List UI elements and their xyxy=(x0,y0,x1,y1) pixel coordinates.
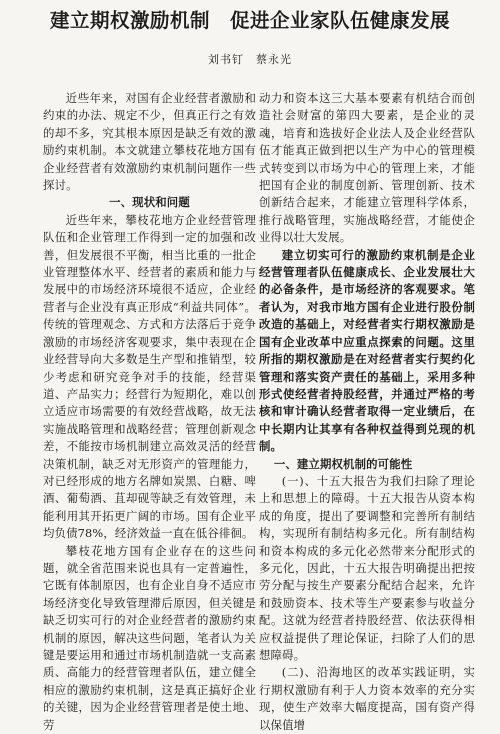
paragraph: 建立切实可行的激励约束机制是企业经营管理者队伍健康成长、企业发展壮大的必备条件，是市场经济的客观要求。笔者认为，对我市地方国有企业进行股份制改造的基础上，对经营者实行期权激励是国有企业改革中应重点探索的问题。这里所指的期权激励是在对经营者实行契约化管理和落实资产责任的基础上，采用多种形式使经营者持股经营，并通过严格的考核和审计确认经营者取得一定业绩后，在中长期内让其享有各种权益得到兑现的机制。 xyxy=(259,247,475,454)
paragraph-continued: 动力和资本这三大基本要素有机结合而创造社会财富的第四大要素，是企业的灵魂，培育和选拔好企业法人及企业经营队伍才能真正做到把以生产为中心的管理模式转变到以市场为中心的管理上来，才能把国有企业的制度创新、管理创新、技术创新结合起来，才能建立管理科学体系，推行战略管理，实施战略经营，才能使企业得以壮大发展。 xyxy=(259,91,475,245)
article-authors: 刘书钉 蔡永光 xyxy=(208,53,292,66)
right-column xyxy=(259,90,475,734)
left-column xyxy=(43,90,256,734)
paragraph: 近些年来，攀枝花地方企业经营管理队伍和企业管理工作得到一定的加强和改善，但发展很不平衡，相当比重的一批企业管理整体水平、经营者的素质和能力与发展中的市场经济环境很不适应，企业经营者与企业没有真正形成“利益共同体”。传统的管理观念、方式和方法落后于竞争激励的市场经济客观要求，集中表现在企业经营导向大多数是生产型和推销型，较少考虑和研究竞争对手的技能，经营渠道、产品实力；经营行为短期化，难以创立适应市场需要的有效经营战略，故无法实施战略管理和战略经营；管理创新观念差，不能按市场机制建立高效灵活的经营决策机制，缺乏对无形资产的管理能力，对已经形成的地方名牌如炭黑、白糖、啤酒、葡萄酒、苴却砚等缺乏有效管理，未能利用其开拓更广阔的市场。国有企业平均负债78%，经济效益一直在低谷徘徊。 xyxy=(43,212,256,541)
paragraph: (二)、沿海地区的改革实践证明，实行期权激励有利于人力资本效率的充分实现，使生产效率大幅度提高，国有资产得以保值增 xyxy=(259,665,475,732)
article-title: 建立期权激励机制 促进企业家队伍健康发展 xyxy=(49,9,450,32)
section-heading: 一、现状和问题 xyxy=(109,195,190,210)
paragraph: 攀枝花地方国有企业存在的这些问题，就全省范围来说也具有一定普遍性，它既有体制原因，也有企业自身不适应市场经济变化导致管理滞后原因，但关键是缺乏切实可行的对企业经营者的激励约束机制的原因，解决这些问题，笔者认为关键是要运用和通过市场机制造就一支高素质、高能力的经营管理者队伍，建立健全相应的激励约束机制，这是真正搞好企业的关键，因为企业经营管理者是使土地、劳 xyxy=(43,543,256,732)
paragraph: 近些年来，对国有企业经营者激励和约束的办法、规定不少，但真正行之有效的却不多，究其根本原因是缺乏有效的激励约束机制。本文就建立攀枝花地方国有企业经营者有效激励约束机制问题作一些探讨。 xyxy=(43,91,256,193)
paragraph: (一)、十五大报告为我们扫除了理论上和思想上的障碍。十五大报告从资本构成的角度，提出了要调整和完善所有制结构，实现所有制结构多元化。所有制结构和资本构成的多元化必然带来分配形式的多元化，因此，十五大报告明确提出把按劳分配与按生产要素分配结合起来，允许和鼓励资本、技术等生产要素参与收益分配。这就为经营者持股经营、依法获得相应权益提供了理论保证，扫除了人们的思想障碍。 xyxy=(259,473,475,662)
section-heading: 一、建立期权机制的可能性 xyxy=(273,456,413,471)
